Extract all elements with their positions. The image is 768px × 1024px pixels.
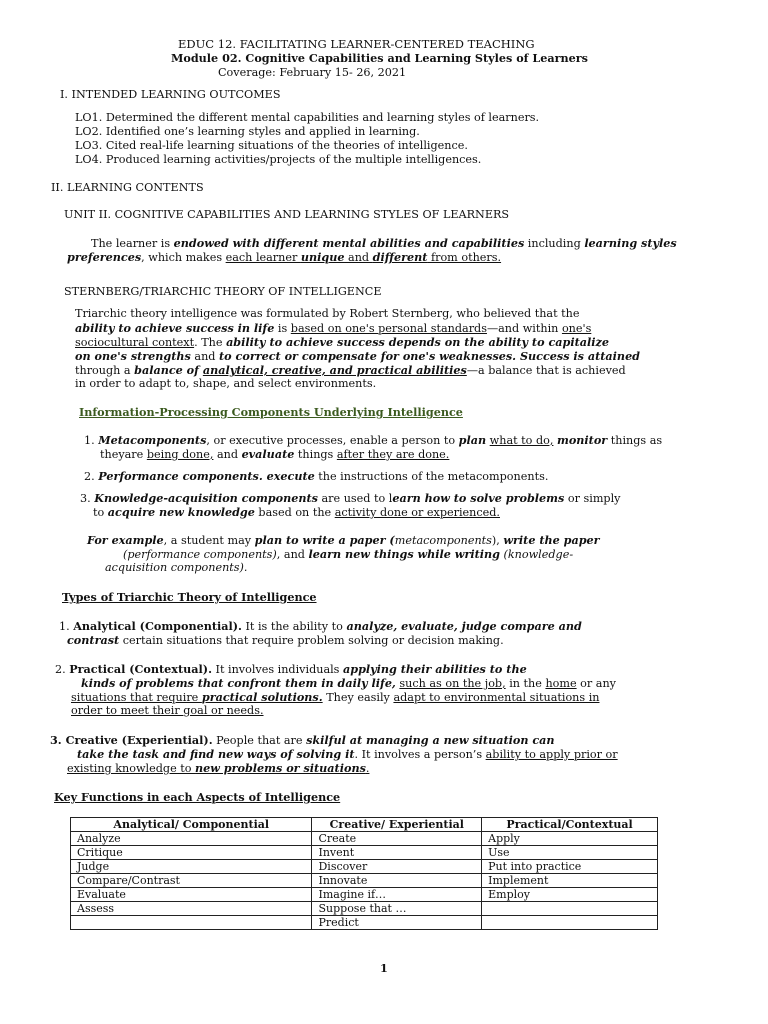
- ipc-heading: Information-Processing Components Underlying Intelligence: [79, 405, 463, 419]
- sternberg-line: in order to adapt to, shape, and select environments.: [75, 377, 377, 390]
- outcome-item: LO4. Produced learning activities/projects of the multiple intelligences.: [75, 153, 482, 166]
- table-row: [71, 874, 658, 888]
- sternberg-line: through a balance of analytical, creative, and practical abilities—a balance that is achieved: [75, 363, 626, 377]
- analytical-line-1: 1. Analytical (Componential). It is the ability to analyze, evaluate, judge compare and: [59, 619, 582, 633]
- ipc-item-3-cont: to acquire new knowledge based on the activity done or experienced.: [93, 505, 500, 519]
- table-cell: Analyze: [71, 832, 312, 846]
- table-cell: Suppose that …: [312, 902, 482, 916]
- table-cell: [71, 916, 312, 930]
- contents-heading: II. LEARNING CONTENTS: [51, 181, 204, 194]
- analytical-line-2: contrast certain situations that require problem solving or decision making.: [67, 633, 504, 647]
- sternberg-line: ability to achieve success in life is based on one's personal standards—and within one's: [75, 321, 592, 335]
- types-heading: Types of Triarchic Theory of Intelligence: [62, 590, 317, 604]
- table-cell: Implement: [482, 874, 658, 888]
- example-line-1: For example, a student may plan to write a paper (metacomponents), write the paper: [87, 533, 600, 547]
- outcome-item: LO3. Cited real-life learning situations of the theories of intelligence.: [75, 139, 468, 152]
- table-cell: Compare/Contrast: [71, 874, 312, 888]
- page-number: 1: [380, 961, 388, 975]
- outcomes-heading: I. INTENDED LEARNING OUTCOMES: [60, 88, 281, 101]
- sternberg-line: Triarchic theory intelligence was formulated by Robert Sternberg, who believed that the: [75, 307, 580, 320]
- table-row: [71, 916, 658, 930]
- creative-line-3: existing knowledge to new problems or situations.: [67, 761, 370, 775]
- table-cell: Judge: [71, 860, 312, 874]
- practical-line-1: 2. Practical (Contextual). It involves individuals applying their abilities to the: [55, 662, 527, 676]
- column-header: Creative/ Experiential: [312, 818, 482, 832]
- practical-line-4: order to meet their goal or needs.: [71, 704, 264, 717]
- column-header: Analytical/ Componential: [71, 818, 312, 832]
- table-row: [71, 902, 658, 916]
- sternberg-heading: STERNBERG/TRIARCHIC THEORY OF INTELLIGENCE: [64, 285, 382, 298]
- practical-line-3: situations that require practical solutions. They easily adapt to environmental situations in: [71, 690, 600, 704]
- table-cell: Evaluate: [71, 888, 312, 902]
- table-cell: Put into practice: [482, 860, 658, 874]
- outcome-item: LO2. Identified one’s learning styles and applied in learning.: [75, 125, 420, 138]
- sternberg-line: on one's strengths and to correct or compensate for one's weaknesses. Success is attained: [75, 349, 641, 363]
- outcome-item: LO1. Determined the different mental capabilities and learning styles of learners.: [75, 111, 540, 124]
- column-header: Practical/Contextual: [482, 818, 658, 832]
- table-cell: Innovate: [312, 874, 482, 888]
- creative-line-1: 3. Creative (Experiential). People that are skilful at managing a new situation can: [50, 733, 555, 747]
- table-cell: Employ: [482, 888, 658, 902]
- intro-line-2: preferences, which makes each learner unique and different from others.: [67, 250, 502, 264]
- table-cell: Critique: [71, 846, 312, 860]
- table-cell: [482, 916, 658, 930]
- practical-line-2: kinds of problems that confront them in daily life, such as on the job, in the home or any: [81, 676, 617, 690]
- sternberg-line: sociocultural context. The ability to achieve success depends on the ability to capitalize: [75, 335, 609, 349]
- coverage-dates: Coverage: February 15- 26, 2021: [218, 66, 407, 79]
- table-cell: Apply: [482, 832, 658, 846]
- table-cell: Discover: [312, 860, 482, 874]
- ipc-item-2: 2. Performance components. execute the instructions of the metacomponents.: [84, 469, 549, 483]
- table-cell: Assess: [71, 902, 312, 916]
- creative-line-2: take the task and find new ways of solving it. It involves a person’s ability to apply prior or: [77, 747, 618, 761]
- table-row: [71, 846, 658, 860]
- module-title: Module 02. Cognitive Capabilities and Learning Styles of Learners: [171, 51, 588, 65]
- table-header-row: [71, 818, 658, 832]
- table-cell: Create: [312, 832, 482, 846]
- table-cell: Predict: [312, 916, 482, 930]
- table-row: [71, 860, 658, 874]
- table-row: [71, 832, 658, 846]
- key-functions-table: [70, 817, 658, 930]
- ipc-item-3: 3. Knowledge-acquisition components are used to learn how to solve problems or simply: [80, 491, 621, 505]
- table-cell: [482, 902, 658, 916]
- ipc-item-1-cont: theyare being done, and evaluate things after they are done.: [100, 447, 450, 461]
- example-line-2: (performance components), and learn new things while writing (knowledge-: [123, 547, 574, 561]
- table-row: [71, 888, 658, 902]
- table-cell: Use: [482, 846, 658, 860]
- key-functions-heading: Key Functions in each Aspects of Intelligence: [54, 790, 341, 804]
- ipc-item-1: 1. Metacomponents, or executive processes, enable a person to plan what to do, monitor things as: [84, 433, 663, 447]
- table-cell: Imagine if…: [312, 888, 482, 902]
- unit-heading: UNIT II. COGNITIVE CAPABILITIES AND LEARNING STYLES OF LEARNERS: [64, 208, 510, 221]
- intro-line-1: The learner is endowed with different mental abilities and capabilities including learning styles: [91, 236, 677, 250]
- course-title: EDUC 12. FACILITATING LEARNER-CENTERED TEACHING: [178, 37, 535, 51]
- example-line-3: acquisition components).: [105, 561, 248, 574]
- table-cell: Invent: [312, 846, 482, 860]
